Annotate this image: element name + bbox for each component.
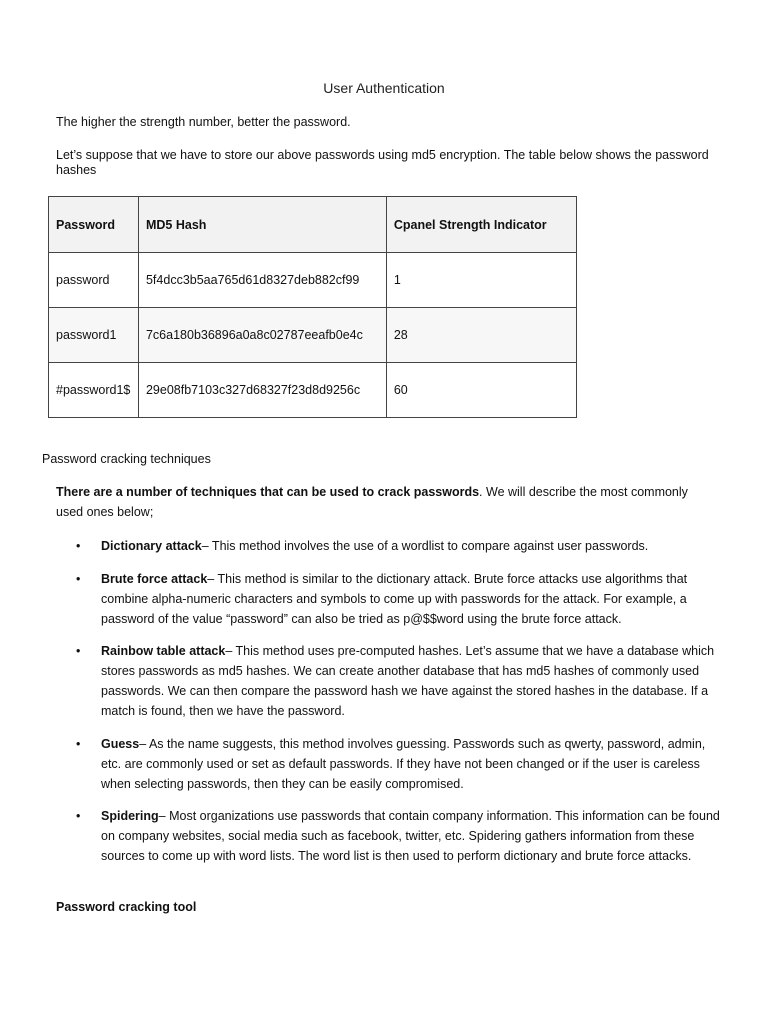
hash-cell: 7c6a180b36896a0a8c02787eeafb0e4c (138, 308, 386, 363)
strength-cell: 1 (386, 253, 576, 308)
section-heading: Password cracking techniques (42, 452, 211, 466)
list-item (56, 806, 724, 866)
hash-cell: 5f4dcc3b5aa765d61d8327deb882cf99 (138, 253, 386, 308)
techniques-intro (56, 482, 716, 522)
technique-name: Rainbow table attack (101, 644, 226, 658)
technique-name: Spidering (101, 809, 159, 823)
bullet-icon: • (76, 736, 81, 751)
table-header-row (49, 197, 577, 253)
table-row (49, 363, 577, 418)
bullet-icon: • (76, 809, 81, 823)
intro-paragraph-2: Let’s suppose that we have to store our above passwords using md5 encryption. The table below shows the password hashes (56, 148, 709, 177)
list-item (56, 569, 724, 629)
list-item (56, 641, 724, 721)
techniques-intro-bold: There are a number of techniques that can be used to crack passwords (56, 485, 480, 499)
bullet-icon: • (76, 571, 81, 586)
hash-table (48, 196, 577, 418)
table-row (49, 308, 577, 363)
technique-text: – This method uses pre-computed hashes. Let’s assume that we have a database which stores passwords as md5 hashes. We can create another database that has md5 hashes of commonly used passwords. We can then compare the password hash we have against the stored hashes in the database. If a match is found, then we have the password. (101, 644, 715, 718)
technique-name: Brute force attack (101, 571, 208, 586)
strength-cell: 28 (386, 308, 576, 363)
hash-cell: 29e08fb7103c327d68327f23d8d9256c (138, 363, 386, 418)
technique-text: – This method involves the use of a wordlist to compare against user passwords. (201, 539, 649, 553)
password-cell: password (49, 253, 139, 308)
list-item (56, 734, 724, 794)
password-cell: password1 (49, 308, 139, 363)
column-header-strength: Cpanel Strength Indicator (386, 197, 576, 253)
strength-cell: 60 (386, 363, 576, 418)
bullet-icon: • (76, 644, 81, 658)
tool-heading: Password cracking tool (56, 900, 197, 914)
technique-text: – As the name suggests, this method involves guessing. Passwords such as qwerty, password, admin, etc. are commonly used or set as default passwords. If they have not been changed or if the user is careless when selecting passwords, then they can be easily compromised. (101, 736, 706, 791)
techniques-list (56, 536, 724, 879)
techniques-intro-rest: . We will describe the most commonly used ones below; (56, 485, 688, 519)
password-cell: #password1$ (49, 363, 139, 418)
technique-name: Dictionary attack (101, 539, 202, 553)
bullet-icon: • (76, 539, 81, 553)
intro-paragraph: The higher the strength number, better the password. (56, 115, 351, 129)
technique-text: – Most organizations use passwords that contain company information. This information can be found on company websites, social media such as facebook, twitter, etc. Spidering gathers information from these sources to come up with word lists. The word list is then used to perform dictionary and brute force attacks. (101, 809, 720, 863)
technique-name: Guess (101, 736, 140, 751)
list-item (56, 536, 724, 556)
column-header-md5-hash: MD5 Hash (138, 197, 386, 253)
table-row (49, 253, 577, 308)
technique-text: – This method is similar to the dictionary attack. Brute force attacks use algorithms that combine alpha-numeric characters and symbols to come up with passwords for the attack. For example, a password of the value “password” can also be tried as p@$$word using the brute force attack. (101, 571, 688, 626)
page-title: User Authentication (323, 80, 445, 96)
column-header-password: Password (49, 197, 139, 253)
